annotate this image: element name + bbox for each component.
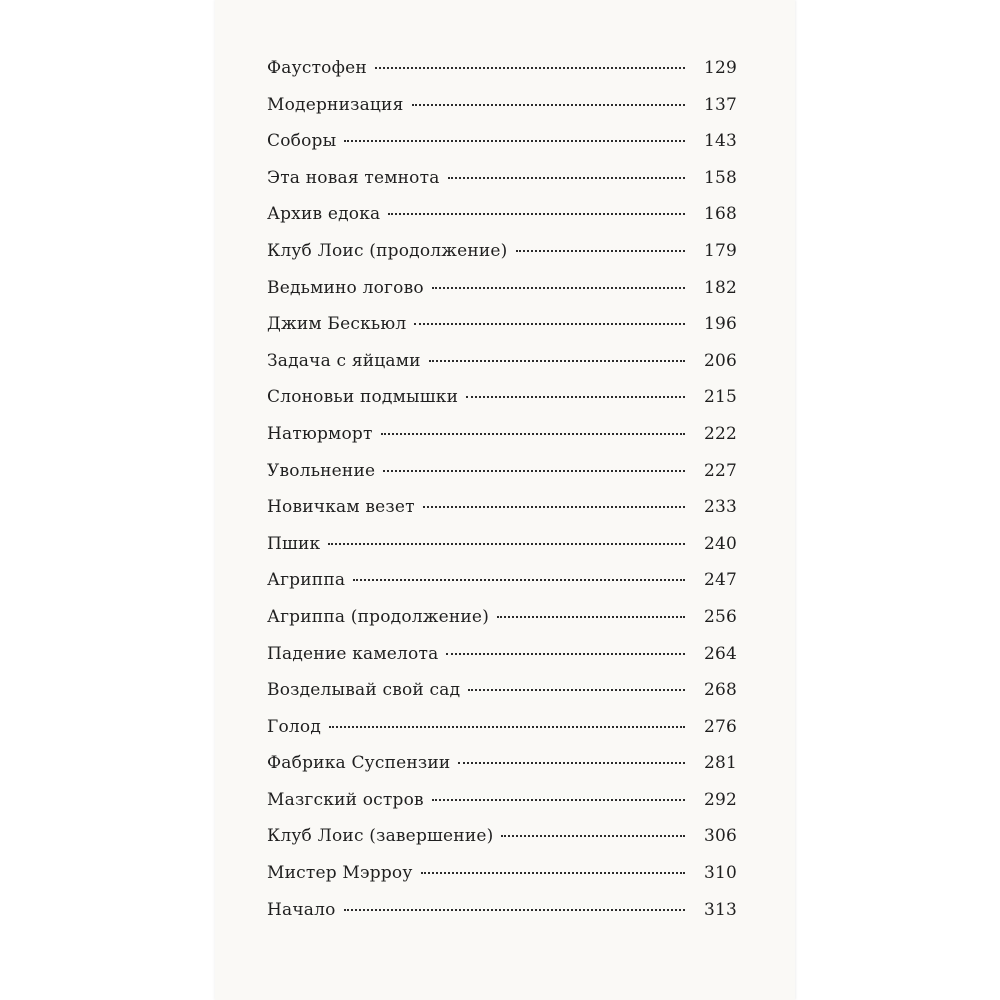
toc-entry — [267, 387, 737, 424]
toc-entry — [267, 58, 737, 95]
toc-entry-page-number: 306 — [703, 826, 737, 847]
dot-leader — [446, 653, 685, 655]
toc-entry-page-number: 143 — [703, 131, 737, 152]
toc-entry — [267, 790, 737, 827]
toc-entry-page-number: 310 — [703, 863, 737, 884]
toc-entry — [267, 753, 737, 790]
dot-leader — [421, 872, 685, 874]
toc-entry — [267, 826, 737, 863]
dot-leader — [328, 543, 685, 545]
toc-entry — [267, 168, 737, 205]
toc-entry-page-number: 256 — [703, 606, 737, 627]
dot-leader — [381, 433, 685, 435]
toc-entry-page-number: 215 — [703, 387, 737, 408]
toc-entry-page-number: 168 — [703, 204, 737, 225]
toc-entry-title: Джим Бескьюл — [267, 314, 407, 335]
dot-leader — [388, 213, 685, 215]
toc-entry-title: Эта новая темнота — [267, 167, 440, 188]
toc-entry-title: Клуб Лоис (продолжение) — [267, 240, 508, 261]
dot-leader — [383, 470, 685, 472]
toc-entry-title: Модернизация — [267, 94, 404, 115]
dot-leader — [375, 67, 685, 69]
toc-entry-page-number: 281 — [703, 753, 737, 774]
toc-entry-page-number: 227 — [703, 460, 737, 481]
toc-entry-title: Слоновьи подмышки — [267, 387, 459, 408]
toc-entry-title: Новичкам везет — [267, 497, 415, 518]
dot-leader — [344, 140, 685, 142]
toc-entry-page-number: 222 — [703, 423, 737, 444]
toc-entry-title: Падение камелота — [267, 643, 439, 664]
dot-leader — [414, 323, 685, 325]
toc-entry-title: Агриппа (продолжение) — [267, 606, 490, 627]
toc-entry — [267, 241, 737, 278]
toc-entry-title: Мазгский остров — [267, 789, 424, 810]
toc-entry — [267, 497, 737, 534]
toc-entry-page-number: 247 — [703, 570, 737, 591]
toc-entry — [267, 680, 737, 717]
toc-entry-title: Ведьмино логово — [267, 277, 424, 298]
toc-entry — [267, 900, 737, 937]
toc-entry-page-number: 196 — [703, 314, 737, 335]
toc-entry-page-number: 179 — [703, 240, 737, 261]
toc-entry — [267, 351, 737, 388]
toc-entry — [267, 570, 737, 607]
toc-entry-page-number: 313 — [703, 899, 737, 920]
dot-leader — [432, 287, 685, 289]
toc-entry — [267, 424, 737, 461]
dot-leader — [448, 177, 685, 179]
toc-entry-title: Возделывай свой сад — [267, 680, 461, 701]
toc-entry — [267, 95, 737, 132]
toc-entry — [267, 314, 737, 351]
dot-leader — [468, 689, 685, 691]
toc-entry-page-number: 240 — [703, 533, 737, 554]
toc-entry-title: Фаустофен — [267, 58, 367, 78]
dot-leader — [458, 762, 685, 764]
table-of-contents — [267, 58, 737, 936]
toc-entry — [267, 461, 737, 498]
toc-entry-page-number: 268 — [703, 680, 737, 701]
dot-leader — [466, 396, 685, 398]
toc-entry-page-number: 137 — [703, 94, 737, 115]
toc-entry-page-number: 206 — [703, 350, 737, 371]
toc-entry-title: Начало — [267, 899, 336, 920]
dot-leader — [432, 799, 685, 801]
toc-entry — [267, 534, 737, 571]
toc-entry-page-number: 233 — [703, 497, 737, 518]
dot-leader — [429, 360, 685, 362]
toc-entry-page-number: 264 — [703, 643, 737, 664]
toc-entry-title: Архив едока — [267, 204, 381, 225]
dot-leader — [329, 726, 685, 728]
dot-leader — [412, 104, 685, 106]
dot-leader — [497, 616, 685, 618]
toc-entry-title: Задача с яйцами — [267, 350, 421, 371]
toc-entry-page-number: 276 — [703, 716, 737, 737]
toc-entry-page-number: 129 — [703, 58, 737, 78]
toc-entry-title: Мистер Мэрроу — [267, 863, 413, 884]
toc-entry — [267, 717, 737, 754]
dot-leader — [423, 506, 685, 508]
toc-entry-page-number: 158 — [703, 167, 737, 188]
toc-entry-title: Натюрморт — [267, 423, 373, 444]
toc-entry-page-number: 182 — [703, 277, 737, 298]
toc-entry — [267, 204, 737, 241]
toc-entry — [267, 644, 737, 681]
toc-entry-title: Увольнение — [267, 460, 376, 481]
toc-entry — [267, 278, 737, 315]
dot-leader — [516, 250, 685, 252]
dot-leader — [353, 579, 685, 581]
toc-entry-page-number: 292 — [703, 789, 737, 810]
toc-entry-title: Фабрика Суспензии — [267, 753, 451, 774]
toc-entry-title: Пшик — [267, 533, 321, 554]
toc-entry-title: Голод — [267, 716, 321, 737]
toc-entry — [267, 863, 737, 900]
toc-entry-title: Клуб Лоис (завершение) — [267, 826, 494, 847]
dot-leader — [344, 909, 685, 911]
toc-entry-title: Агриппа — [267, 570, 346, 591]
dot-leader — [501, 835, 685, 837]
toc-entry-title: Соборы — [267, 131, 337, 152]
toc-entry — [267, 607, 737, 644]
toc-entry — [267, 131, 737, 168]
